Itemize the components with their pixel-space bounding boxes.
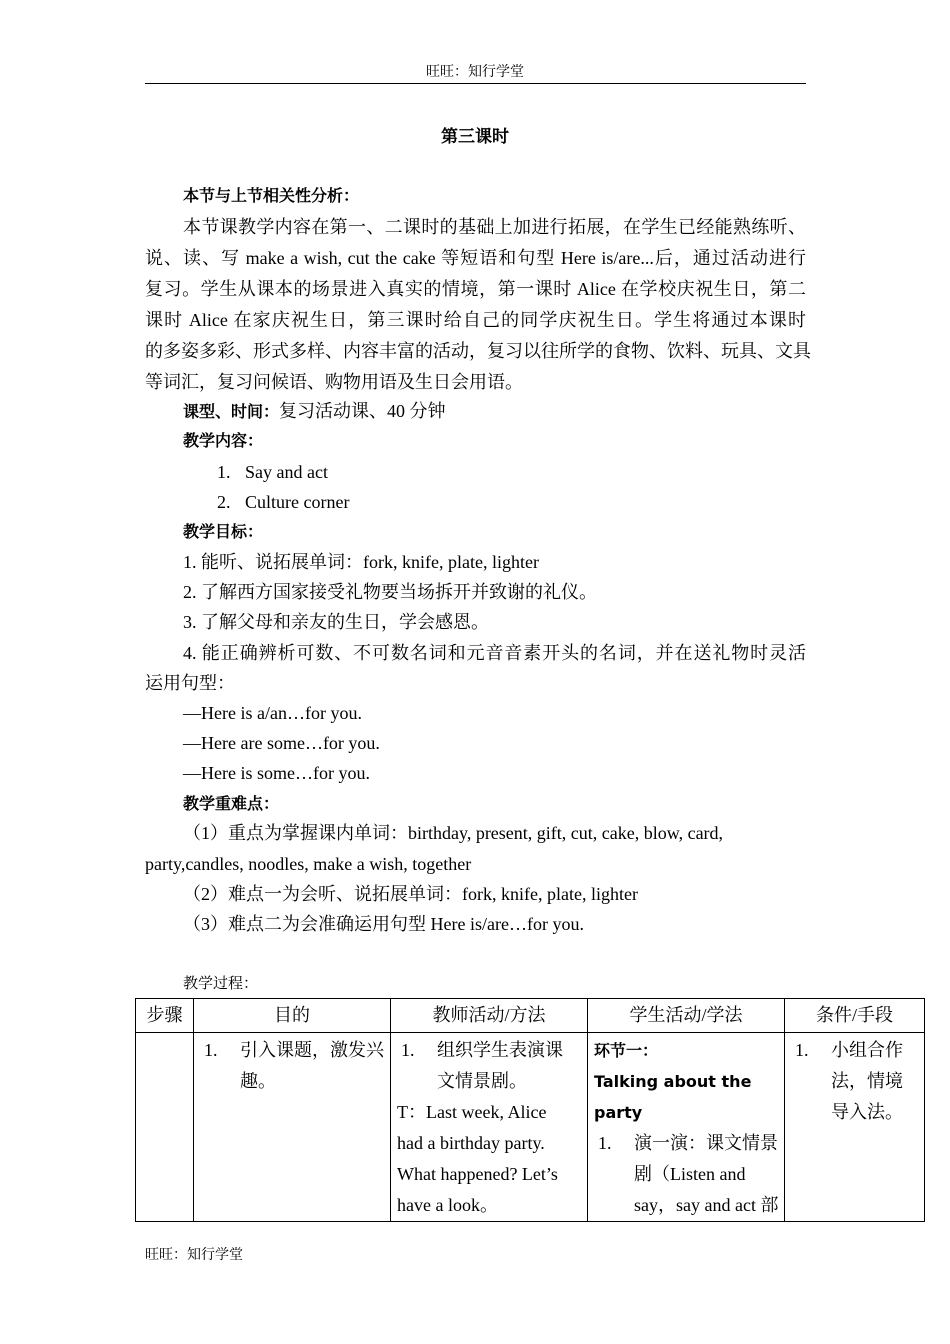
student-cell bbox=[588, 1033, 785, 1222]
analysis-line: 复习。学生从课本的场景进入真实的情境，第一课时 Alice 在学校庆祝生日，第二 bbox=[145, 279, 806, 299]
table-header-row bbox=[136, 999, 925, 1033]
content-item: Culture corner bbox=[245, 492, 350, 512]
content-item-num: 2. bbox=[217, 492, 231, 512]
cell-line: T：Last week, Alice bbox=[397, 1102, 547, 1122]
cell-bold-line: 环节一： bbox=[594, 1041, 659, 1060]
analysis-line: 说、读、写 make a wish, cut the cake 等短语和句型 Here is/are...后，通过活动进行 bbox=[145, 248, 806, 268]
column-header: 学生活动/学法 bbox=[588, 999, 785, 1033]
analysis-heading: 本节与上节相关性分析： bbox=[183, 186, 360, 205]
goal-line: 4. 能正确辨析可数、不可数名词和元音音素开头的名词，并在送礼物时灵活 bbox=[183, 643, 806, 663]
page-title: 第三课时 bbox=[441, 127, 509, 147]
cell-line: 法，情境 bbox=[831, 1071, 903, 1091]
cell-bold-line: Talking about the bbox=[594, 1072, 752, 1091]
teacher-cell bbox=[391, 1033, 588, 1222]
cell-line: What happened? Let’s bbox=[397, 1164, 558, 1184]
key-point-line: （1）重点为掌握课内单词：birthday, present, gift, cut, cake, blow, card, bbox=[183, 823, 724, 843]
column-header: 教师活动/方法 bbox=[391, 999, 588, 1033]
cell-line: 组织学生表演课 bbox=[437, 1040, 563, 1060]
cell-line: say，say and act 部 bbox=[634, 1195, 779, 1215]
header-rule bbox=[145, 83, 806, 84]
cell-line: 小组合作 bbox=[831, 1040, 903, 1060]
key-points-heading: 教学重难点： bbox=[183, 794, 280, 813]
analysis-line: 本节课教学内容在第一、二课时的基础上加进行拓展，在学生已经能熟练听、 bbox=[183, 217, 806, 237]
goal-line: 3. 了解父母和亲友的生日，学会感恩。 bbox=[183, 612, 489, 632]
cell-line: 导入法。 bbox=[831, 1102, 903, 1122]
condition-cell bbox=[785, 1033, 925, 1222]
goal-line: 1. 能听、说拓展单词：fork, knife, plate, lighter bbox=[183, 552, 539, 572]
list-num: 1. bbox=[795, 1040, 809, 1060]
goals-heading: 教学目标： bbox=[183, 522, 264, 541]
process-table bbox=[135, 998, 925, 1222]
column-header: 目的 bbox=[194, 999, 391, 1033]
analysis-line: 等词汇，复习问候语、购物用语及生日会用语。 bbox=[145, 372, 523, 392]
goal-line: 2. 了解西方国家接受礼物要当场拆开并致谢的礼仪。 bbox=[183, 582, 597, 602]
step-cell bbox=[136, 1033, 194, 1222]
process-caption: 教学过程： bbox=[183, 976, 259, 992]
cell-line: 剧（Listen and bbox=[634, 1164, 746, 1184]
goal-line: 运用句型： bbox=[145, 673, 235, 693]
cell-line: 演一演：课文情景 bbox=[634, 1133, 778, 1153]
goal-pattern: —Here is some…for you. bbox=[183, 763, 370, 783]
key-point-line: （3）难点二为会准确运用句型 Here is/are…for you. bbox=[183, 914, 584, 934]
cell-line: 趣。 bbox=[240, 1071, 276, 1091]
key-point-line: party,candles, noodles, make a wish, together bbox=[145, 854, 472, 874]
content-item-num: 1. bbox=[217, 462, 231, 482]
content-heading: 教学内容： bbox=[183, 431, 264, 450]
analysis-line: 的多姿多彩、形式多样、内容丰富的活动，复习以往所学的食物、饮料、玩具、文具 bbox=[145, 341, 811, 361]
analysis-line: 课时 Alice 在家庆祝生日，第三课时给自己的同学庆祝生日。学生将通过本课时 bbox=[145, 310, 806, 330]
column-header: 条件/手段 bbox=[785, 999, 925, 1033]
cell-line: have a look。 bbox=[397, 1195, 498, 1215]
cell-line: had a birthday party. bbox=[397, 1133, 545, 1153]
column-header: 步骤 bbox=[136, 999, 194, 1033]
page-footer: 旺旺：知行学堂 bbox=[145, 1248, 243, 1263]
list-num: 1. bbox=[598, 1133, 612, 1153]
cell-line: 引入课题，激发兴 bbox=[240, 1040, 384, 1060]
key-point-line: （2）难点一为会听、说拓展单词：fork, knife, plate, lighter bbox=[183, 884, 638, 904]
cell-bold-line: party bbox=[594, 1103, 643, 1122]
lesson-type-label: 课型、时间： bbox=[183, 402, 280, 421]
list-num: 1. bbox=[401, 1040, 415, 1060]
goal-pattern: —Here are some…for you. bbox=[183, 733, 380, 753]
purpose-cell bbox=[194, 1033, 391, 1222]
table-row bbox=[136, 1033, 925, 1222]
lesson-type bbox=[183, 399, 446, 424]
page-header: 旺旺：知行学堂 bbox=[426, 65, 524, 80]
content-item: Say and act bbox=[245, 462, 328, 482]
list-num: 1. bbox=[204, 1040, 218, 1060]
goal-pattern: —Here is a/an…for you. bbox=[183, 703, 362, 723]
lesson-type-value: 复习活动课、40 分钟 bbox=[279, 401, 446, 421]
cell-line: 文情景剧。 bbox=[437, 1071, 527, 1091]
